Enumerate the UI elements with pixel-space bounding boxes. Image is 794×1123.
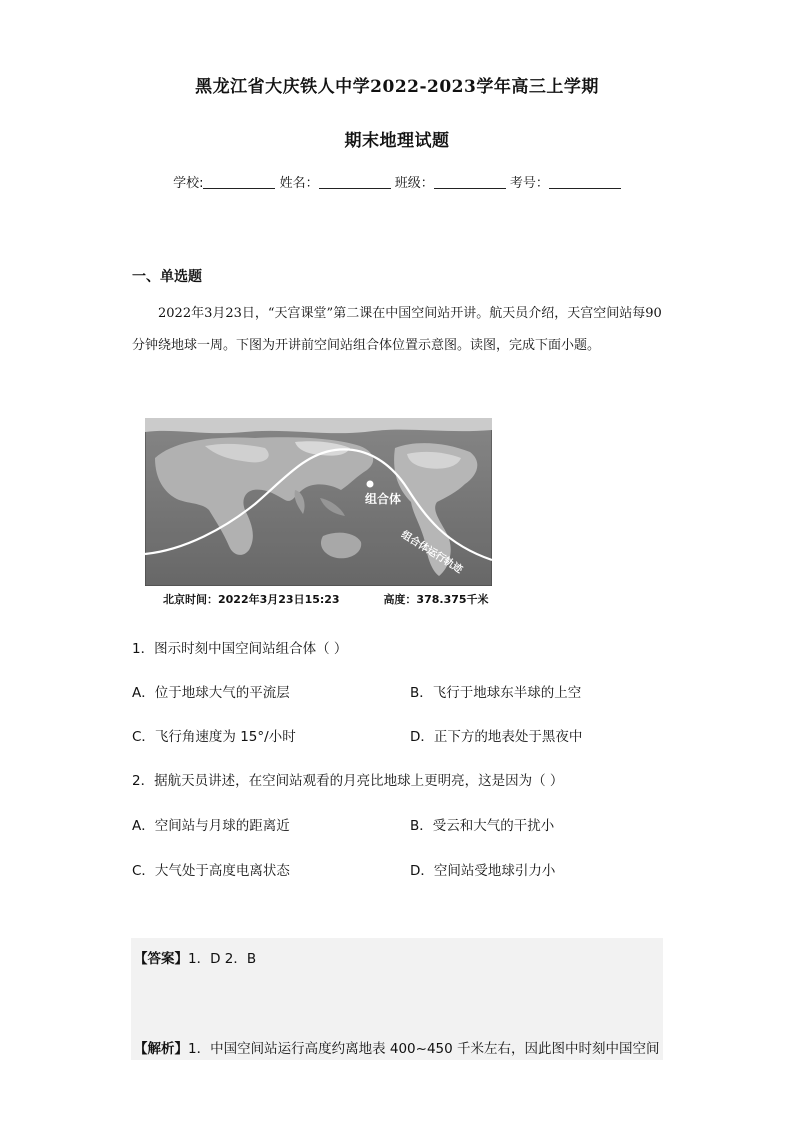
answer-label: 【答案】 bbox=[134, 951, 188, 967]
question-1-option-d: D．正下方的地表处于黑夜中 bbox=[410, 729, 583, 745]
orbit-map-figure bbox=[145, 418, 492, 586]
analysis-line bbox=[134, 1037, 660, 1057]
caption-time: 北京时间：2022年3月23日15:23 bbox=[163, 593, 340, 606]
answer-text: 1．D 2．B bbox=[188, 951, 257, 967]
question-2-option-c: C．大气处于高度电离状态 bbox=[132, 863, 290, 879]
doc-title-line2: 期末地理试题 bbox=[344, 131, 450, 151]
question-2-option-b: B．受云和大气的干扰小 bbox=[410, 818, 555, 834]
analysis-label: 【解析】 bbox=[134, 1041, 188, 1057]
question-1-option-c: C．飞行角速度为 15°/小时 bbox=[132, 729, 296, 745]
question-1-option-a: A．位于地球大气的平流层 bbox=[132, 685, 290, 701]
school-label: 学校: bbox=[173, 176, 204, 191]
intro-paragraph: 2022年3月23日，“天宫课堂”第二课在中国空间站开讲。航天员介绍，天宫空间站每90分钟绕地球一周。下图为开讲前空间站组合体位置示意图。读图，完成下面小题。 bbox=[132, 306, 662, 353]
exam-no-label: 考号： bbox=[509, 176, 549, 191]
student-info-row bbox=[0, 172, 794, 191]
question-1-option-b: B．飞行于地球东半球的上空 bbox=[410, 685, 582, 701]
orbit-label: 组合体运行轨迹 bbox=[399, 529, 465, 576]
station-label: 组合体 bbox=[365, 492, 402, 506]
exam-no-blank bbox=[549, 174, 621, 189]
caption-altitude: 高度：378.375千米 bbox=[383, 593, 489, 606]
analysis-text: 1．中国空间站运行高度约离地表 400~450 千米左右，因此图中时刻中国空间 bbox=[188, 1041, 660, 1057]
section-title: 一、单选题 bbox=[132, 269, 202, 285]
question-1-stem: 1．图示时刻中国空间站组合体（ ） bbox=[132, 641, 348, 657]
question-2-option-a: A．空间站与月球的距离近 bbox=[132, 818, 290, 834]
answer-line bbox=[134, 947, 256, 967]
question-2-option-d: D．空间站受地球引力小 bbox=[410, 863, 556, 879]
question-2-stem: 2．据航天员讲述，在空间站观看的月亮比地球上更明亮，这是因为（ ） bbox=[132, 773, 564, 789]
doc-title-line1: 黑龙江省大庆铁人中学2022-2023学年高三上学期 bbox=[195, 77, 599, 97]
class-label: 班级： bbox=[394, 176, 434, 191]
figure-caption bbox=[163, 591, 529, 607]
name-blank bbox=[319, 174, 391, 189]
school-blank bbox=[203, 174, 275, 189]
station-marker bbox=[367, 481, 374, 488]
class-blank bbox=[434, 174, 506, 189]
name-label: 姓名： bbox=[279, 176, 319, 191]
